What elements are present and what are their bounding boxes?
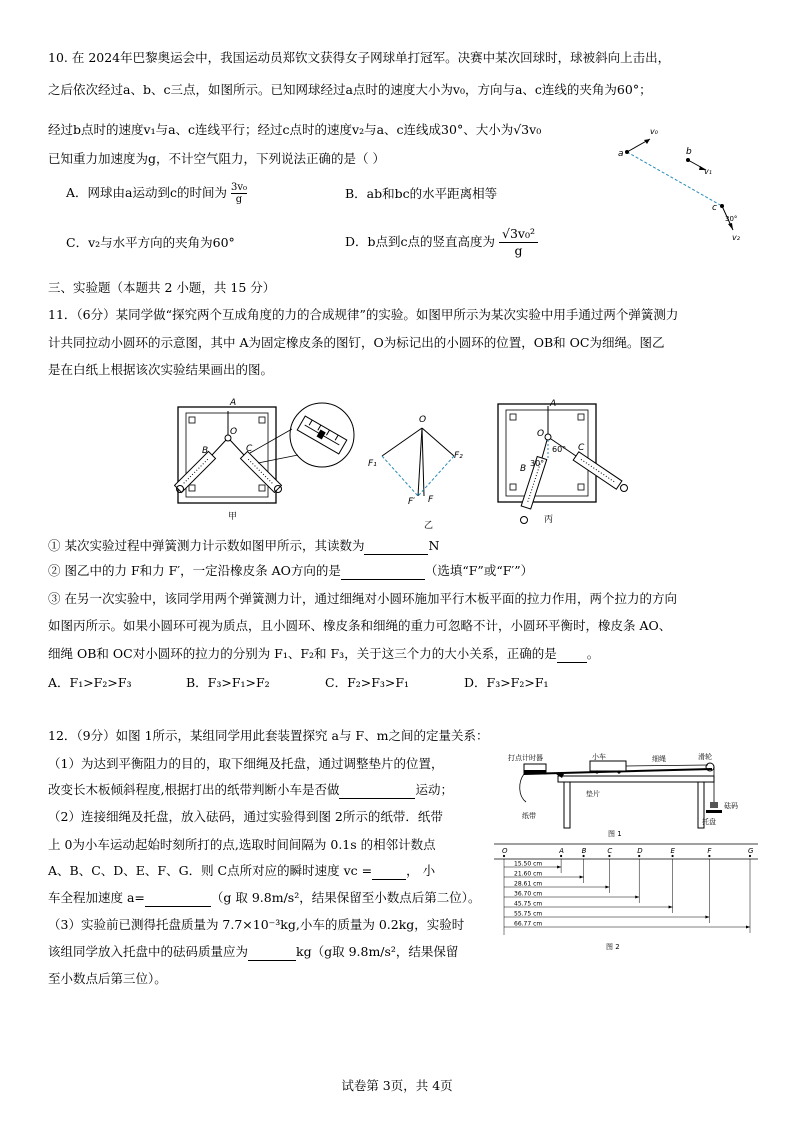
distance-label: 15.50 cm bbox=[514, 860, 543, 868]
q10-line-4: 已知重力加速度为g，不计空气阻力，下列说法正确的是（ ） bbox=[48, 151, 385, 166]
fraction-numerator: √3v₀² bbox=[499, 226, 538, 243]
p1b-tail: 运动； bbox=[415, 782, 453, 797]
label-timer: 打点计时器 bbox=[508, 754, 543, 762]
label-F1: F₁ bbox=[368, 459, 377, 469]
p2c-text: A、B、C、D、E、F、G．则 C点所对应的瞬时速度 vc = bbox=[48, 863, 373, 878]
distance-arrowhead bbox=[557, 866, 561, 869]
q12-p1a: （1）为达到平衡阻力的目的，取下细绳及托盘，通过调整垫片的位置， bbox=[48, 756, 444, 771]
caption-fig1: 图 1 bbox=[608, 830, 622, 838]
pin-bottom-left bbox=[189, 485, 195, 491]
p2d-text: 车全程加速度 a= bbox=[48, 890, 145, 905]
label-v2: v₂ bbox=[732, 233, 740, 242]
caption-yi: 乙 bbox=[424, 521, 434, 531]
pin-top-left bbox=[189, 417, 195, 423]
tape-dot bbox=[608, 855, 610, 857]
tape-dot bbox=[638, 855, 640, 857]
q11-sub-3a: ③ 在另一次实验中，该同学用两个弹簧测力计，通过细绳对小圆环施加平行木板平面的拉力作用，两个拉力的方向 bbox=[48, 591, 677, 606]
label-c: c bbox=[712, 203, 717, 213]
sub3c-text: 细绳 OB和 OC对小圆环的拉力的分别为 F₁、F₂和 F₃，关于这三个力的大小关系，正确的是 bbox=[48, 646, 557, 661]
pin bbox=[578, 414, 584, 420]
label-A: A bbox=[230, 398, 237, 408]
page-footer: 试卷第 3页，共 4页 bbox=[341, 1078, 453, 1093]
q11-option-a: A．F₁>F₂>F₃ bbox=[48, 675, 132, 690]
distance-label: 55.75 cm bbox=[514, 910, 543, 918]
tape-dot bbox=[503, 855, 505, 857]
caption-jia: 甲 bbox=[228, 512, 238, 522]
q12-p2b: 上 0为小车运动起始时刻所打的点,选取时间间隔为 0.1s 的相邻计数点 bbox=[48, 837, 436, 852]
p1b-text: 改变长木板倾斜程度,根据打出的纸带判断小车是否做 bbox=[48, 782, 340, 797]
string-oc bbox=[230, 440, 244, 455]
label-b: b bbox=[686, 147, 692, 157]
label-B: B bbox=[202, 446, 209, 456]
q11-sub-2 bbox=[48, 562, 533, 580]
label-C: C bbox=[246, 444, 253, 454]
weights bbox=[710, 802, 718, 808]
distance-label: 28.61 cm bbox=[514, 880, 543, 888]
zoom-line-1 bbox=[250, 429, 292, 453]
force-F1 bbox=[382, 428, 422, 456]
caption-bing: 丙 bbox=[544, 515, 554, 525]
answer-blank-1[interactable] bbox=[364, 554, 428, 555]
tape-point-label: A bbox=[559, 847, 564, 855]
sub2-tail: （选填“F”或“F′”） bbox=[424, 563, 534, 578]
option-d-fraction bbox=[499, 226, 538, 259]
section-3-heading: 三、实验题（本题共 2 小题，共 15 分） bbox=[48, 280, 276, 295]
q10-option-c: C．v₂与水平方向的夹角为60° bbox=[66, 235, 235, 250]
left-handle bbox=[521, 517, 528, 524]
label-30deg: 30° bbox=[725, 215, 738, 223]
board bbox=[178, 407, 276, 503]
string-ob bbox=[542, 440, 547, 458]
distance-arrowhead bbox=[580, 876, 584, 879]
q10-option-a bbox=[66, 182, 247, 205]
answer-blank-3[interactable] bbox=[557, 662, 587, 663]
q11-figure-yi bbox=[364, 408, 480, 532]
q10-line-1: 10. 在 2024年巴黎奥运会中，我国运动员郑钦文获得女子网球单打冠军。决赛中某次回球时，球被斜向上击出， bbox=[48, 50, 671, 65]
label-A: A bbox=[550, 399, 557, 409]
distance-arrowhead bbox=[635, 896, 639, 899]
zoom-line-2 bbox=[258, 455, 298, 463]
cart bbox=[590, 761, 626, 771]
label-a: a bbox=[618, 149, 624, 159]
wheel bbox=[617, 770, 620, 773]
q11-line-1: 11．（6分）某同学做“探究两个互成角度的力的合成规律”的实验。如图甲所示为某次实验中用手通过两个弹簧测力 bbox=[48, 307, 679, 322]
option-a-text: A．网球由a运动到c的时间为 bbox=[66, 185, 227, 200]
right-handle bbox=[621, 485, 628, 492]
q11-line-3: 是在白纸上根据该次实验结果画出的图。 bbox=[48, 362, 274, 377]
q11-figure-jia bbox=[172, 393, 370, 525]
label-60deg: 60° bbox=[552, 445, 567, 454]
label-O: O bbox=[419, 415, 427, 425]
tape-dot bbox=[560, 855, 562, 857]
label-rope: 细绳 bbox=[652, 755, 666, 763]
q10-line-2: 之后依次经过a、b、c三点，如图所示。已知网球经过a点时的速度大小为v₀，方向与a、c连线的夹角为60°； bbox=[48, 82, 652, 97]
sub2-text: ② 图乙中的力 F和力 F′，一定沿橡皮条 AO方向的是 bbox=[48, 563, 341, 578]
paper-tape bbox=[520, 774, 526, 802]
label-B: B bbox=[520, 464, 527, 474]
q11-sub-3b: 如图丙所示。如果小圆环可视为质点，且小圆环、橡皮条和细绳的重力可忽略不计，小圆环平衡时，橡皮条 AO、 bbox=[48, 618, 672, 633]
p3b-tail: kg（g取 9.8m/s²，结果保留 bbox=[296, 944, 459, 959]
label-Fprime: F′ bbox=[408, 497, 416, 507]
p2d-tail: （g 取 9.8m/s²，结果保留至小数点后第二位）。 bbox=[210, 890, 481, 905]
distance-arrowhead bbox=[705, 916, 709, 919]
q12-figure-2-paper-tape bbox=[492, 841, 760, 953]
q11-option-d: D．F₃>F₂>F₁ bbox=[464, 675, 549, 690]
q12-p3b bbox=[48, 943, 458, 961]
option-a-fraction bbox=[231, 182, 247, 205]
label-weight: 砝码 bbox=[724, 802, 738, 810]
q12-line-1: 12．（9分）如图 1所示，某组同学用此套装置探究 a与 F、m之间的定量关系： bbox=[48, 728, 489, 743]
label-O: O bbox=[230, 427, 238, 437]
q12-p2d bbox=[48, 889, 480, 907]
fraction-denominator: g bbox=[235, 194, 243, 205]
label-tape: 纸带 bbox=[522, 812, 536, 820]
dashed-1 bbox=[382, 456, 418, 496]
tape-point-label: F bbox=[707, 847, 712, 855]
label-C: C bbox=[578, 443, 585, 453]
q12-p2c bbox=[48, 862, 435, 880]
q12-p3a: （3）实验前已测得托盘质量为 7.7×10⁻³kg,小车的质量为 0.2kg，实验时 bbox=[48, 917, 465, 932]
force-Fprime bbox=[418, 428, 422, 496]
pin bbox=[510, 414, 516, 420]
q10-trajectory-figure bbox=[612, 122, 747, 247]
force-F bbox=[422, 428, 424, 496]
v2-arrowhead bbox=[728, 223, 733, 230]
pin-bottom-right bbox=[259, 485, 265, 491]
tape-dot bbox=[708, 855, 710, 857]
caption-fig2: 图 2 bbox=[606, 943, 620, 951]
distance-label: 66.77 cm bbox=[514, 920, 543, 928]
distance-arrowhead bbox=[669, 906, 673, 909]
tape-point-label: B bbox=[581, 847, 587, 855]
q11-option-b: B．F₃>F₁>F₂ bbox=[186, 675, 270, 690]
answer-blank-vc[interactable] bbox=[372, 879, 406, 880]
wheel bbox=[595, 770, 598, 773]
pin-top-right bbox=[259, 417, 265, 423]
label-pulley: 滑轮 bbox=[698, 753, 712, 761]
label-pad: 垫片 bbox=[586, 790, 600, 798]
q11-sub-3c bbox=[48, 645, 599, 663]
tape-point-label: E bbox=[670, 847, 675, 855]
q11-figure-bing bbox=[490, 396, 640, 528]
p3b-text: 该组同学放入托盘中的砝码质量应为 bbox=[48, 944, 249, 959]
paper bbox=[506, 410, 588, 496]
tape-dot bbox=[671, 855, 673, 857]
fraction-denominator: g bbox=[514, 243, 523, 258]
label-F2: F₂ bbox=[454, 451, 463, 461]
q10-option-b: B．ab和bc的水平距离相等 bbox=[345, 186, 498, 201]
label-tray: 托盘 bbox=[702, 818, 716, 826]
label-car: 小车 bbox=[592, 753, 606, 761]
q12-p1b bbox=[48, 781, 453, 799]
label-O: O bbox=[537, 429, 545, 439]
answer-blank-a[interactable] bbox=[145, 906, 211, 907]
q11-option-c: C．F₂>F₃>F₁ bbox=[325, 675, 410, 690]
fraction-numerator: 3v₀ bbox=[230, 182, 247, 193]
answer-blank-2[interactable] bbox=[341, 579, 425, 580]
distance-arrowhead bbox=[746, 926, 750, 929]
tape-point-label: G bbox=[748, 847, 754, 855]
distance-label: 21.60 cm bbox=[514, 870, 543, 878]
tape-dot bbox=[582, 855, 584, 857]
sub1-text: ① 某次实验过程中弹簧测力计示数如图甲所示，其读数为 bbox=[48, 538, 365, 553]
string bbox=[626, 765, 708, 766]
label-v1: v₁ bbox=[704, 167, 712, 176]
q10-line-3: 经过b点时的速度v₁与a、c连线平行；经过c点时的速度v₂与a、c连线成30°、大小为√3v₀ bbox=[48, 122, 542, 137]
force-F2 bbox=[422, 428, 454, 456]
tray bbox=[706, 810, 722, 813]
label-30deg: 30° bbox=[530, 459, 545, 468]
paper bbox=[186, 413, 268, 497]
p2c-tail: ， 小 bbox=[406, 863, 436, 878]
table-top bbox=[558, 776, 714, 782]
tape-point-label: O bbox=[502, 847, 508, 855]
answer-blank-mass[interactable] bbox=[248, 960, 296, 961]
q11-line-2: 计共同拉动小圆环的示意图，其中 A为固定橡皮条的图钉，O为标记出的小圆环的位置，OB和 OC为细绳。图乙 bbox=[48, 335, 665, 350]
sub3c-tail: 。 bbox=[586, 646, 600, 661]
answer-blank-motion[interactable] bbox=[339, 798, 415, 799]
option-d-text: D．b点到c点的竖直高度为 bbox=[345, 234, 496, 249]
q12-p2a: （2）连接细绳及托盘，放入砝码，通过实验得到图 2所示的纸带．纸带 bbox=[48, 809, 443, 824]
pin bbox=[510, 484, 516, 490]
tape-point-label: C bbox=[607, 847, 613, 855]
table-leg bbox=[564, 782, 570, 828]
pin bbox=[578, 484, 584, 490]
distance-label: 45.75 cm bbox=[514, 900, 543, 908]
q11-sub-1 bbox=[48, 537, 439, 555]
tape-point-label: D bbox=[637, 847, 643, 855]
string-ob bbox=[212, 440, 226, 455]
distance-arrowhead bbox=[605, 886, 609, 889]
sub1-unit: N bbox=[428, 538, 440, 553]
label-v0: v₀ bbox=[650, 127, 658, 136]
q10-option-d bbox=[345, 226, 538, 259]
tape-dot bbox=[749, 855, 751, 857]
label-F: F bbox=[428, 495, 434, 505]
distance-label: 36.70 cm bbox=[514, 890, 543, 898]
ac-dashed-line bbox=[627, 152, 722, 206]
q12-p3c: 至小数点后第三位）。 bbox=[48, 971, 167, 986]
q12-figure-1-apparatus bbox=[502, 752, 748, 840]
ring bbox=[545, 434, 551, 440]
